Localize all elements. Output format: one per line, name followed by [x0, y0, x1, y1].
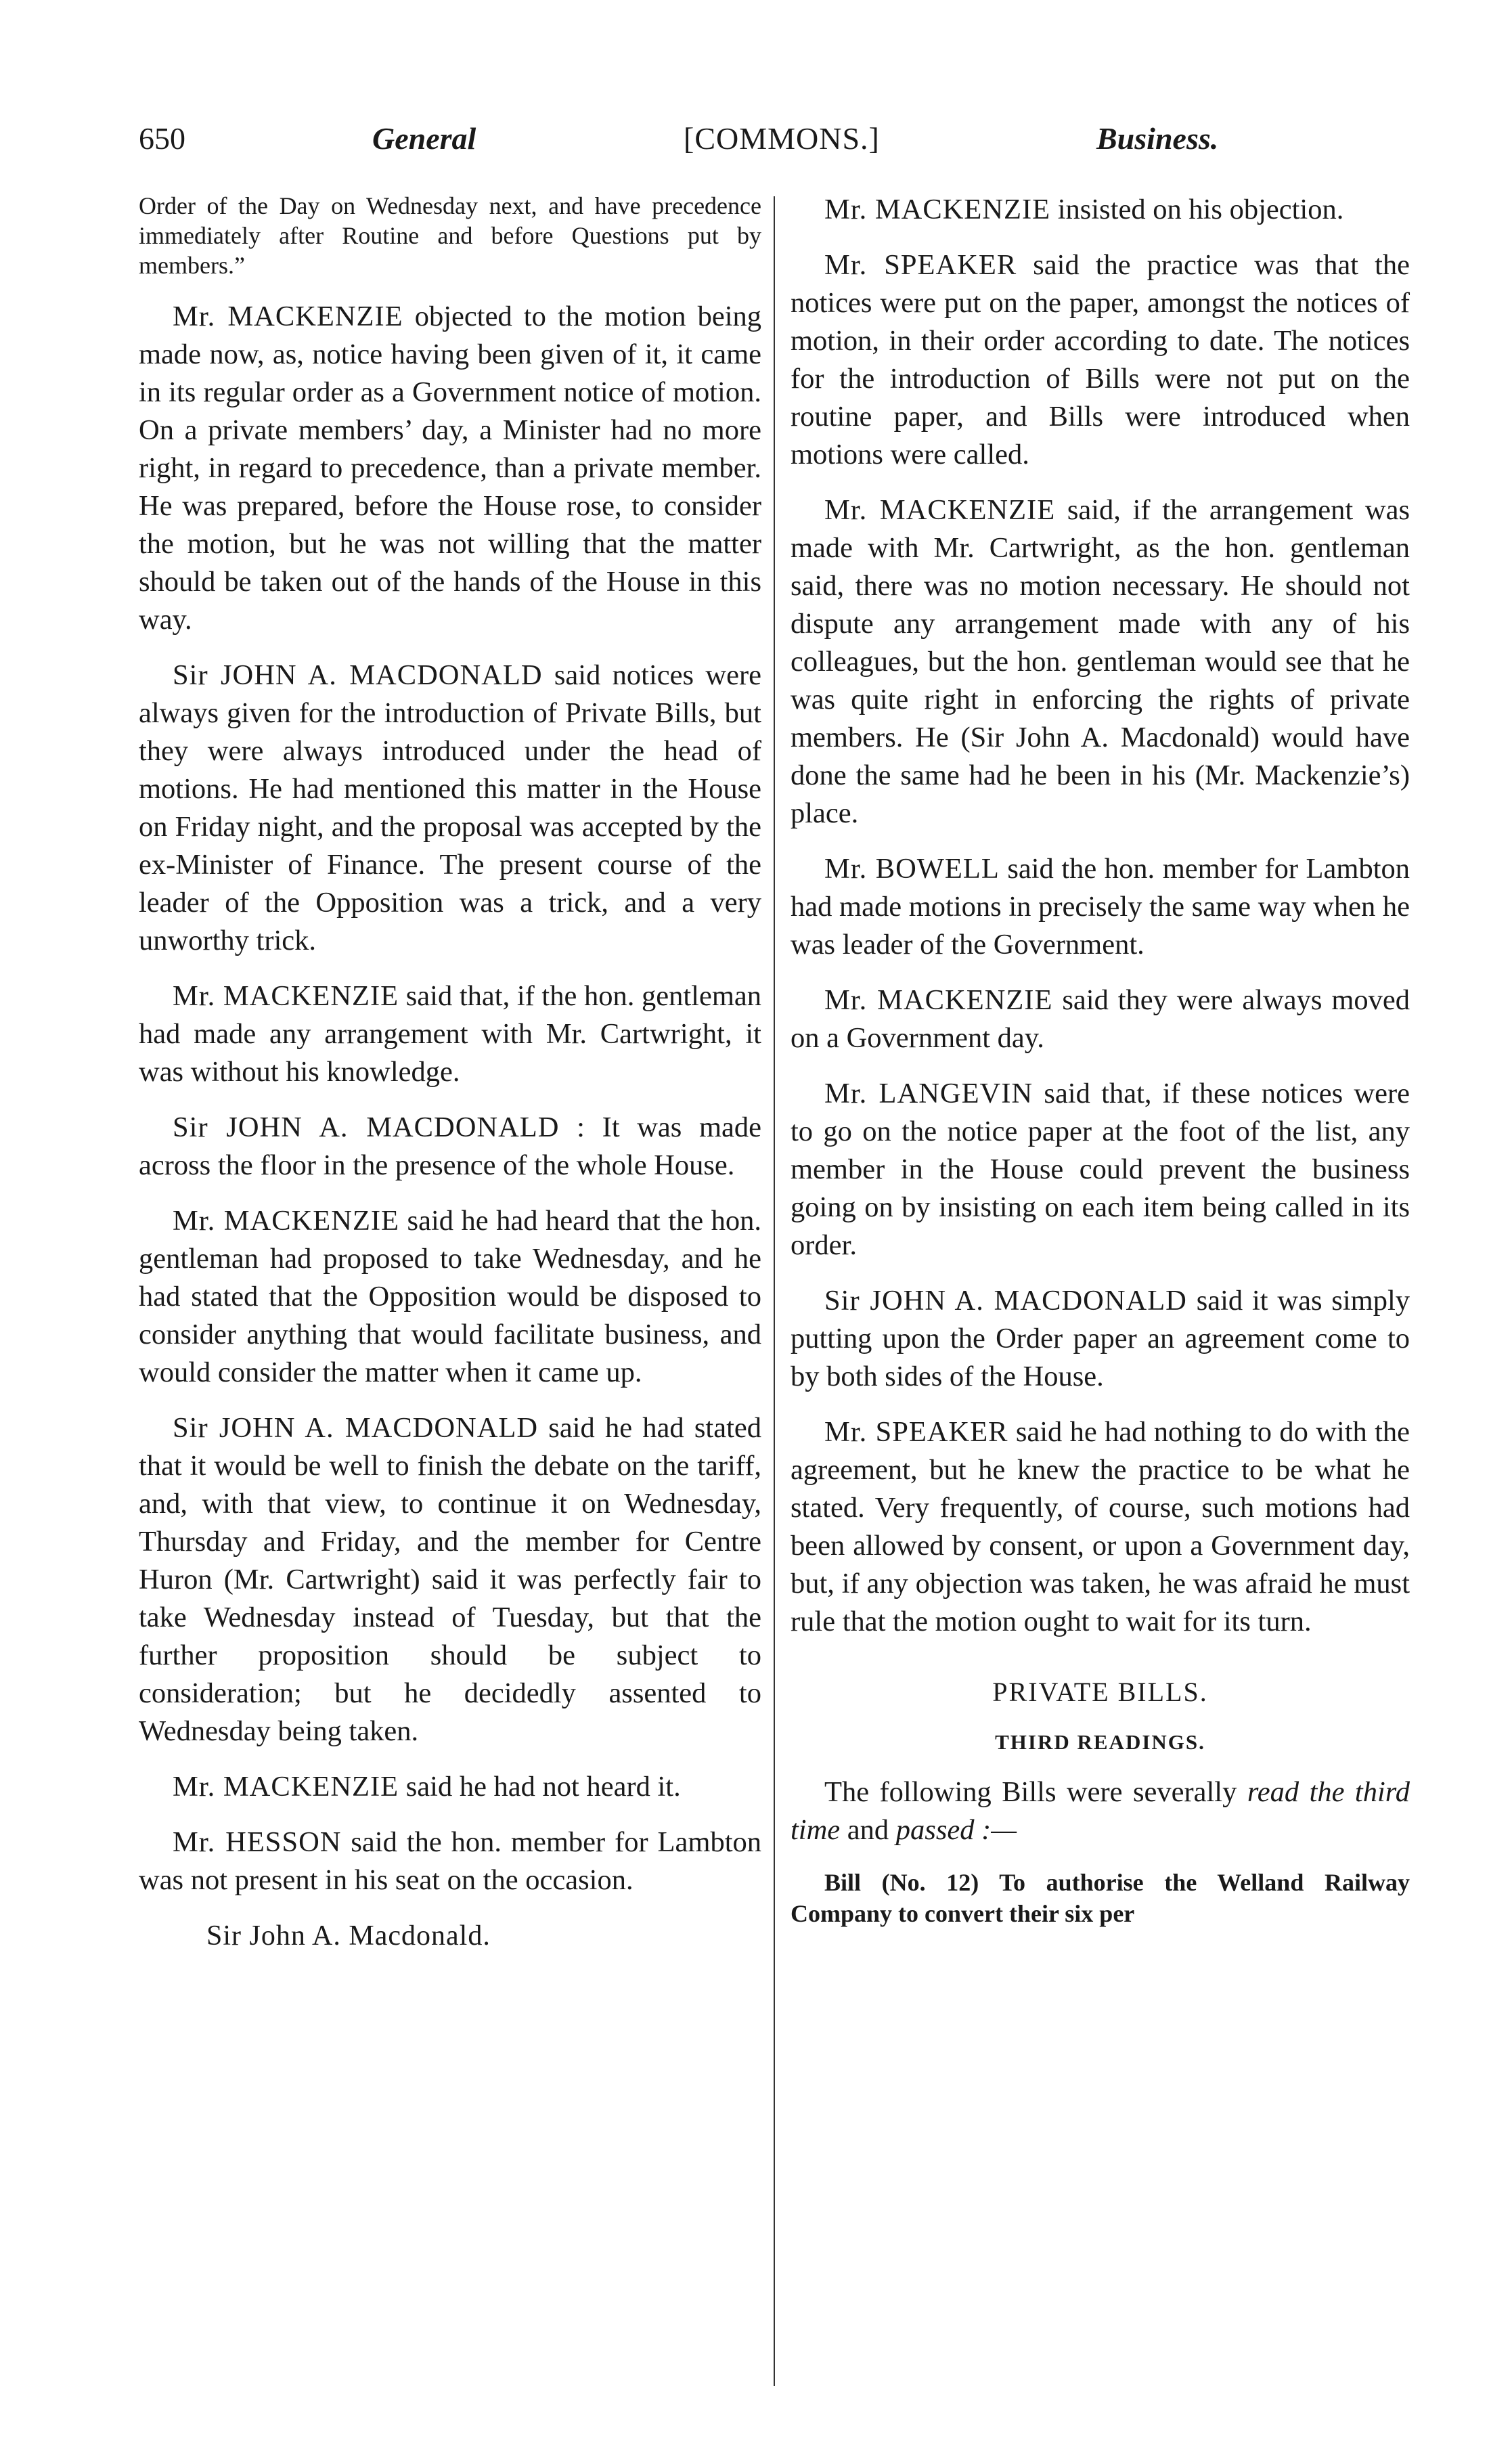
- left-column: [139, 191, 761, 1972]
- speaker-name: Mr. LANGEVIN: [824, 1078, 1033, 1109]
- subsection-heading: THIRD READINGS.: [995, 1730, 1205, 1754]
- section-heading: PRIVATE BILLS.: [992, 1677, 1208, 1707]
- running-head-right: Business.: [1096, 121, 1219, 156]
- speech-paragraph: Sir JOHN A. MACDONALD said it was simply putting upon the Order paper an agreement come to by both sides of the House.: [791, 1285, 1410, 1392]
- speaker-name: Mr. MACKENZIE: [824, 984, 1053, 1016]
- speaker-name: Sir JOHN A. MACDONALD: [173, 1111, 560, 1143]
- bill-entry: Bill (No. 12) To authorise the Welland Railway Company to convert their six per: [791, 1869, 1410, 1927]
- speaker-name: Mr. MACKENZIE: [824, 494, 1056, 526]
- speaker-name: Mr. MACKENZIE: [173, 1205, 400, 1237]
- speech-paragraph: Mr. HESSON said the hon. member for Lambton was not present in his seat on the occasion.: [139, 1826, 761, 1896]
- paragraph: The following Bills were severally read the third time and passed :—: [791, 1776, 1410, 1846]
- right-column: [791, 191, 1410, 1947]
- speaker-name: Mr. MACKENZIE: [173, 1771, 399, 1803]
- speech-paragraph: Sir JOHN A. MACDONALD : It was made across the floor in the presence of the whole House.: [139, 1111, 762, 1181]
- speech-paragraph: Mr. MACKENZIE said he had heard that the hon. gentleman had proposed to take Wednesday, and he had stated that the Opposition would be disposed to consider anything that would facilitate business, and would consider the matter when it came up.: [139, 1205, 762, 1388]
- running-head-left: General: [372, 121, 476, 156]
- running-head-center: [COMMONS.]: [684, 121, 880, 156]
- speaker-name: Mr. SPEAKER: [824, 1416, 1008, 1448]
- speaker-name: Mr. SPEAKER: [824, 249, 1017, 281]
- speaker-name: Sir JOHN A. MACDONALD: [824, 1285, 1187, 1317]
- speaker-name: Mr. HESSON: [173, 1826, 342, 1858]
- speech-paragraph: Mr. MACKENZIE said they were always moved on a Government day.: [791, 984, 1410, 1054]
- speech-paragraph: Mr. MACKENZIE said he had not heard it.: [173, 1771, 681, 1803]
- speech-paragraph: Mr. SPEAKER said he had nothing to do with the agreement, but he knew the practice to be what he stated. Very frequently, of course, such motions had been allowed by consent, or upon a Government day, but, if any objection was taken, he was afraid he must rule that the motion ought to wait for its turn.: [791, 1416, 1410, 1637]
- page-number: 650: [139, 121, 185, 156]
- speech-paragraph: Mr. MACKENZIE objected to the motion being made now, as, notice having been given of it, it came in its regular order as a Government notice of motion. On a private members’ day, a Minister had no more right, in regard to precedence, than a private member. He was prepared, before the House rose, to consider the motion, but he was not willing that the matter should be taken out of the hands of the House in this way.: [139, 301, 762, 636]
- speech-paragraph: Mr. SPEAKER said the practice was that the notices were put on the paper, amongst the notices of motion, in their order according to date. The notices for the introduction of Bills were not put on the routine paper, and Bills were introduced when motions were called.: [791, 249, 1410, 470]
- speech-paragraph: Mr. BOWELL said the hon. member for Lambton had made motions in precisely the same way when he was leader of the Government.: [791, 853, 1410, 961]
- speaker-name: Mr. MACKENZIE: [824, 194, 1051, 225]
- speech-paragraph: Sir JOHN A. MACDONALD said notices were always given for the introduction of Private Bills, but they were always introduced under the head of motions. He had mentioned this matter in the House on Friday night, and the proposal was accepted by the ex-Minister of Finance. The present course of the leader of the Opposition was a trick, and a very unworthy trick.: [139, 659, 761, 956]
- speech-paragraph: Sir JOHN A. MACDONALD said he had stated that it would be well to finish the debate on the tariff, and, with that view, to continue it on Wednesday, Thursday and Friday, and the member for Centre Huron (Mr. Cartwright) said it was perfectly fair to take Wednesday instead of Tuesday, but that the further proposition should be subject to consideration; but he decidedly assented to Wednesday being taken.: [139, 1412, 762, 1747]
- paragraph: Order of the Day on Wednesday next, and have precedence immediately after Routine and before Questions put by members.”: [139, 192, 761, 279]
- speaker-name: Mr. MACKENZIE: [173, 980, 399, 1012]
- page-header: [139, 120, 1411, 168]
- speaker-name: Sir JOHN A. MACDONALD: [173, 659, 543, 691]
- speech-paragraph: Mr. MACKENZIE said that, if the hon. gentleman had made any arrangement with Mr. Cartwright, it was without his knowledge.: [139, 980, 762, 1088]
- speech-paragraph: Mr. LANGEVIN said that, if these notices were to go on the notice paper at the foot of the list, any member in the House could prevent the business going on by insisting on each item being called in its order.: [791, 1078, 1410, 1261]
- speech-paragraph: Mr. MACKENZIE said, if the arrangement was made with Mr. Cartwright, as the hon. gentleman said, there was no motion necessary. He should not dispute any arrangement made with any of his colleagues, but the hon. gentleman would see that he was quite right in enforcing the rights of private members. He (Sir John A. Macdonald) would have done the same had he been in his (Mr. Mackenzie’s) place.: [791, 494, 1410, 829]
- speaker-name: Sir JOHN A. MACDONALD: [173, 1412, 539, 1444]
- column-divider: [774, 196, 775, 2386]
- speaker-name: Mr. BOWELL: [824, 853, 1000, 885]
- next-speaker-catchword: Sir John A. Macdonald.: [206, 1920, 491, 1951]
- speech-paragraph: Mr. MACKENZIE insisted on his objection.: [824, 194, 1344, 225]
- speaker-name: Mr. MACKENZIE: [173, 301, 403, 332]
